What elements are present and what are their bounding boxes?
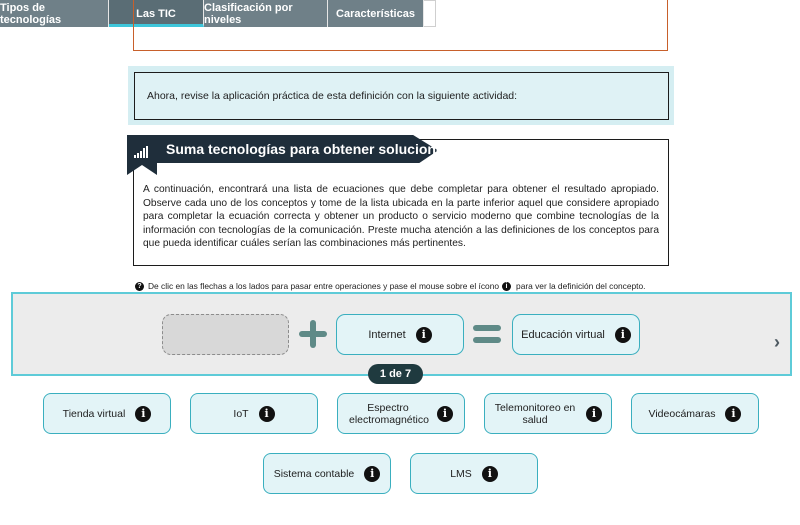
- bar-chart-icon: [134, 146, 148, 158]
- info-icon[interactable]: i: [725, 406, 741, 422]
- tab-caracteristicas[interactable]: Características: [328, 0, 424, 27]
- operand-label: Internet: [368, 328, 406, 341]
- result-card-educacion-virtual: [512, 314, 640, 355]
- notice-box: [134, 72, 669, 120]
- concept-label: Espectro electromagnético: [349, 401, 429, 426]
- concept-card-iot[interactable]: [190, 393, 318, 434]
- next-arrow-icon[interactable]: ›: [774, 332, 780, 352]
- info-icon[interactable]: i: [437, 406, 453, 422]
- activity-description: A continuación, encontrará una lista de ecuaciones que debe completar para obtener el resultado apropiado. Observe cada uno de los conceptos y tome de la lista ubicada en la parte inferior aquel que considere apropiado para completar la ecuación correcta y obtener un producto o servicio moderno que combine tecnologías de la información con tecnologías de la comunicación. Preste mucha atención a las definiciones de los conceptos para que pueda identificar cuáles serían las combinaciones más pertinentes.: [143, 184, 659, 249]
- help-icon: ?: [135, 282, 144, 291]
- concept-label: LMS: [450, 467, 472, 480]
- concept-label: Sistema contable: [273, 467, 355, 480]
- equals-icon: [473, 325, 501, 343]
- instruction-text-before: De clic en las flechas a los lados para pasar entre operaciones y pase el mouse sobre el ícono: [148, 281, 500, 291]
- operand-card-internet: [336, 314, 464, 355]
- previous-content-box: [133, 0, 668, 51]
- concept-label: Telemonitoreo en salud: [494, 401, 576, 426]
- tab-clasificacion-por-niveles[interactable]: Clasificación por niveles: [204, 0, 328, 27]
- concept-card-tienda-virtual[interactable]: [43, 393, 171, 434]
- plus-icon: [299, 320, 327, 348]
- pager-badge: 1 de 7: [368, 364, 423, 384]
- concept-card-telemonitoreo-en-salud[interactable]: [484, 393, 612, 434]
- drop-slot[interactable]: [162, 314, 289, 355]
- concept-card-lms[interactable]: [410, 453, 538, 494]
- instruction-text-after: para ver la definición del concepto.: [516, 281, 646, 291]
- result-label: Educación virtual: [521, 328, 605, 341]
- info-icon[interactable]: i: [482, 466, 498, 482]
- activity-title: Suma tecnologías para obtener soluciones: [166, 141, 452, 157]
- concept-card-espectro-electromagnetico[interactable]: [337, 393, 465, 434]
- concept-label: Videocámaras: [648, 407, 716, 420]
- info-icon[interactable]: i: [416, 327, 432, 343]
- info-icon[interactable]: i: [615, 327, 631, 343]
- info-icon[interactable]: i: [364, 466, 380, 482]
- info-icon[interactable]: i: [586, 406, 602, 422]
- tab-las-tic[interactable]: Las TIC: [109, 0, 204, 27]
- info-icon: i: [502, 282, 511, 291]
- concept-label: Tienda virtual: [62, 407, 126, 420]
- concept-label: IoT: [233, 407, 249, 420]
- concept-card-videocamaras[interactable]: [631, 393, 759, 434]
- concept-card-sistema-contable[interactable]: [263, 453, 391, 494]
- info-icon[interactable]: i: [259, 406, 275, 422]
- instruction-line: [135, 281, 645, 291]
- notice-text: Ahora, revise la aplicación práctica de esta definición con la siguiente actividad:: [147, 90, 518, 102]
- info-icon[interactable]: i: [135, 406, 151, 422]
- tab-tipos-de-tecnologias[interactable]: Tipos de tecnologías: [0, 0, 109, 27]
